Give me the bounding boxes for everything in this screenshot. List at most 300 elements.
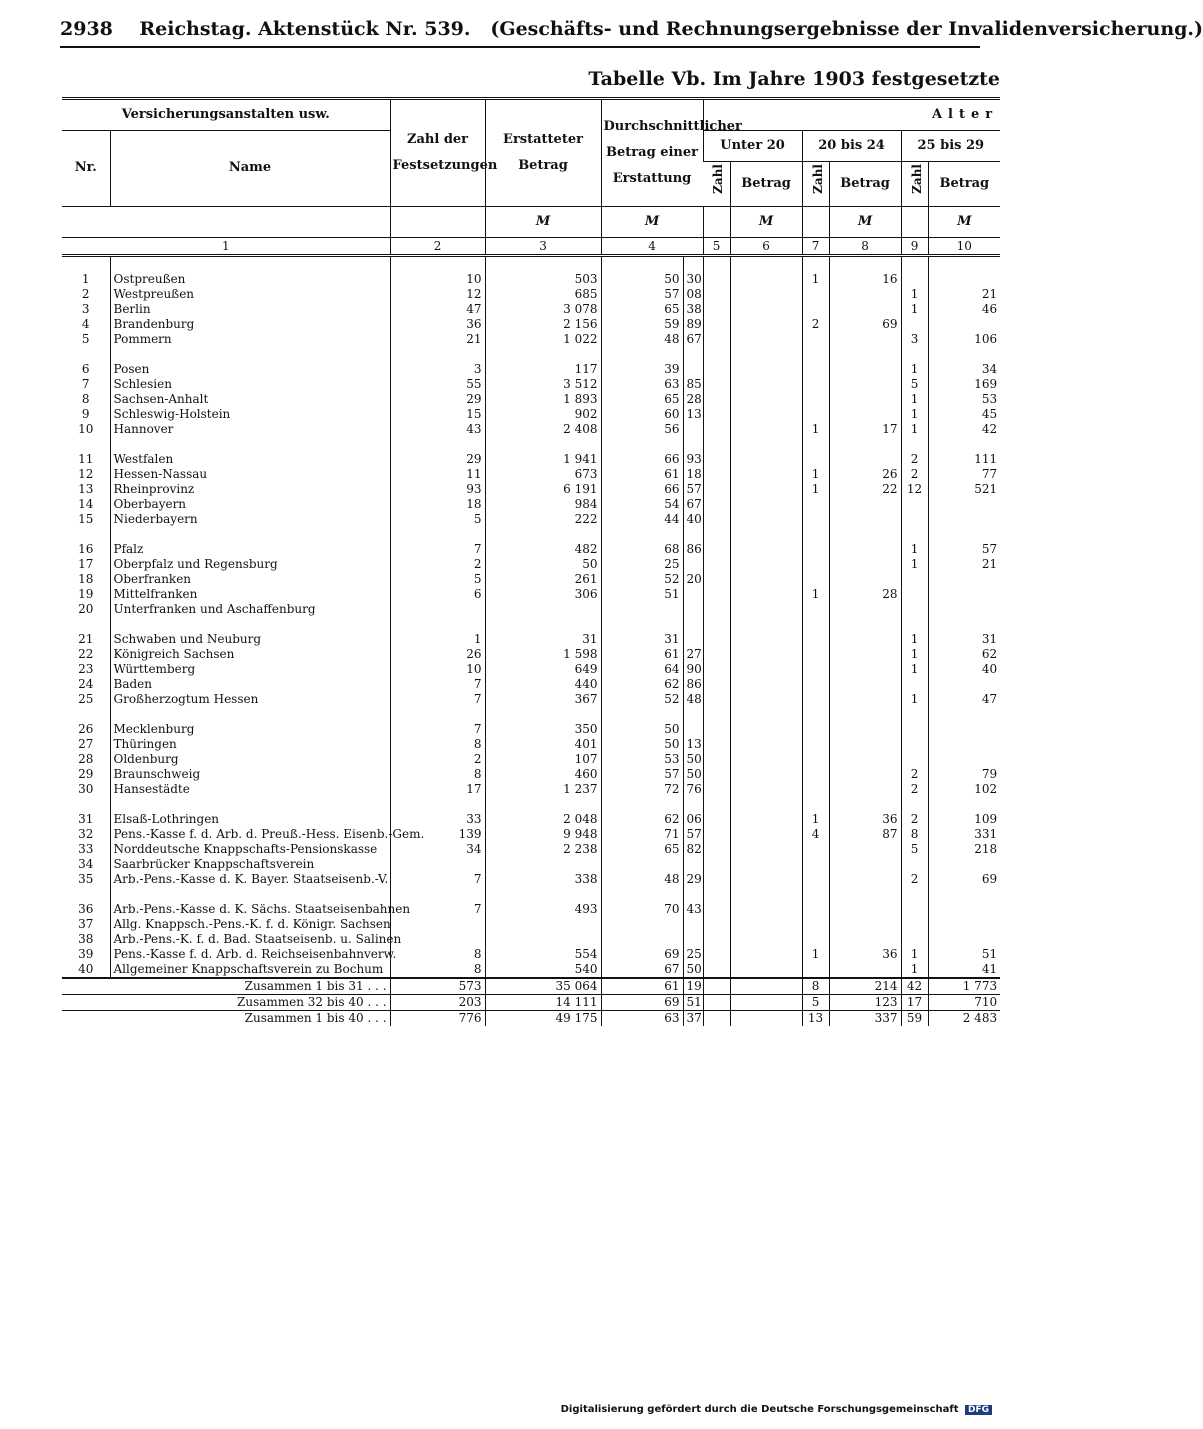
unit-blank <box>62 206 390 237</box>
cell-b8 <box>829 632 901 647</box>
cell-d1: 50 <box>601 722 683 737</box>
table-row <box>62 872 1000 887</box>
spacer-cell <box>62 347 110 362</box>
row-name: Hessen-Nassau <box>110 467 390 482</box>
header-institutions: Versicherungsanstalten usw. <box>62 99 390 131</box>
spacer-cell <box>683 347 703 362</box>
cell-z5 <box>703 332 730 347</box>
cell-z5 <box>703 362 730 377</box>
cell-z7 <box>802 497 829 512</box>
spacer-cell <box>390 887 485 902</box>
unit-z5 <box>703 206 730 237</box>
spacer-cell <box>928 797 1000 812</box>
cell-d1 <box>601 602 683 617</box>
cell-b6 <box>730 362 802 377</box>
spacer-cell <box>802 255 829 272</box>
cell-zahl: 47 <box>390 302 485 317</box>
cell-betrag: 3 078 <box>485 302 601 317</box>
table-row <box>62 422 1000 437</box>
cell-d1: 57 <box>601 767 683 782</box>
spacer-cell <box>62 797 110 812</box>
spacer-cell <box>802 347 829 362</box>
cell-z9: 1 <box>901 557 928 572</box>
cell-b10: 521 <box>928 482 1000 497</box>
cell-b6 <box>730 542 802 557</box>
unit-count <box>390 206 485 237</box>
spacer-cell <box>110 887 390 902</box>
row-number: 40 <box>78 961 94 976</box>
header-zahl-7: Zahl <box>802 162 829 207</box>
document-subject: (Geschäfts- und Rechnungsergebnisse der Invalidenversicherung.) <box>490 18 1203 40</box>
cell-b6 <box>730 272 802 287</box>
cell-b10 <box>928 722 1000 737</box>
row-number: 36 <box>78 901 94 916</box>
spacer-cell <box>390 347 485 362</box>
cell-d1: 62 <box>601 677 683 692</box>
cell-z7 <box>802 602 829 617</box>
row-name: Pfalz <box>110 542 390 557</box>
unit-average: M <box>601 206 703 237</box>
cell-zahl: 55 <box>390 377 485 392</box>
spacer-cell <box>683 887 703 902</box>
total-zahl: 203 <box>390 994 485 1010</box>
cell-d1: 64 <box>601 662 683 677</box>
cell-z9: 12 <box>901 482 928 497</box>
total-z5 <box>703 994 730 1010</box>
unit-b10: M <box>928 206 1000 237</box>
cell-b8 <box>829 542 901 557</box>
cell-betrag: 902 <box>485 407 601 422</box>
cell-betrag: 401 <box>485 737 601 752</box>
table-row <box>62 467 1000 482</box>
total-z9: 59 <box>901 1010 928 1026</box>
cell-z9: 1 <box>901 962 928 978</box>
spacer-cell <box>703 797 730 812</box>
cell-d2: 85 <box>683 377 703 392</box>
cell-zahl: 2 <box>390 557 485 572</box>
spacer-cell <box>62 617 110 632</box>
row-number: 24 <box>78 676 94 691</box>
cell-d2: 82 <box>683 842 703 857</box>
header-rule <box>60 46 980 48</box>
cell-z5 <box>703 857 730 872</box>
cell-z9 <box>901 572 928 587</box>
spacer-cell <box>683 797 703 812</box>
spacer-cell <box>703 707 730 722</box>
cell-d2: 90 <box>683 662 703 677</box>
row-name: Unterfranken und Aschaffenburg <box>110 602 390 617</box>
cell-b10 <box>928 587 1000 602</box>
cell-b8 <box>829 737 901 752</box>
cell-betrag: 350 <box>485 722 601 737</box>
cell-d1: 59 <box>601 317 683 332</box>
cell-b6 <box>730 917 802 932</box>
row-name: Posen <box>110 362 390 377</box>
cell-zahl: 36 <box>390 317 485 332</box>
cell-d2: 27 <box>683 647 703 662</box>
row-number: 37 <box>78 916 94 931</box>
spacer-cell <box>730 437 802 452</box>
table-row <box>62 722 1000 737</box>
spacer-cell <box>703 527 730 542</box>
spacer-cell <box>683 255 703 272</box>
total-betrag: 14 111 <box>485 994 601 1010</box>
cell-zahl: 8 <box>390 767 485 782</box>
table-row <box>62 932 1000 947</box>
cell-b8 <box>829 857 901 872</box>
cell-z5 <box>703 482 730 497</box>
cell-d1: 48 <box>601 332 683 347</box>
spacer-cell <box>601 437 683 452</box>
cell-d2 <box>683 932 703 947</box>
spacer-cell <box>601 707 683 722</box>
cell-d1: 56 <box>601 422 683 437</box>
total-row <box>62 978 1000 995</box>
row-name: Hansestädte <box>110 782 390 797</box>
row-name: Saarbrücker Knappschaftsverein <box>110 857 390 872</box>
cell-z5 <box>703 947 730 962</box>
cell-z7: 1 <box>802 482 829 497</box>
total-z9: 17 <box>901 994 928 1010</box>
cell-z9: 1 <box>901 392 928 407</box>
spacer-cell <box>802 437 829 452</box>
header-under20: Unter 20 <box>703 131 802 162</box>
cell-b6 <box>730 497 802 512</box>
table-row <box>62 497 1000 512</box>
cell-b8: 26 <box>829 467 901 482</box>
cell-zahl <box>390 917 485 932</box>
cell-d1: 63 <box>601 377 683 392</box>
cell-b6 <box>730 677 802 692</box>
cell-betrag: 984 <box>485 497 601 512</box>
cell-d2 <box>683 917 703 932</box>
cell-b6 <box>730 332 802 347</box>
cell-b8 <box>829 602 901 617</box>
total-b10: 2 483 <box>928 1010 1000 1026</box>
cell-b10: 102 <box>928 782 1000 797</box>
table-header <box>62 99 1000 256</box>
spacer-cell <box>829 437 901 452</box>
row-number: 35 <box>78 871 94 886</box>
spacer-cell <box>485 347 601 362</box>
row-name: Rheinprovinz <box>110 482 390 497</box>
row-spacer <box>62 797 1000 812</box>
cell-z5 <box>703 497 730 512</box>
table-row <box>62 737 1000 752</box>
cell-z7 <box>802 917 829 932</box>
cell-z5 <box>703 737 730 752</box>
cell-z5 <box>703 587 730 602</box>
row-name: Braunschweig <box>110 767 390 782</box>
total-betrag: 49 175 <box>485 1010 601 1026</box>
cell-d2: 86 <box>683 542 703 557</box>
column-number: 2 <box>390 237 485 255</box>
spacer-cell <box>485 437 601 452</box>
cell-zahl: 34 <box>390 842 485 857</box>
spacer-cell <box>390 437 485 452</box>
table-row <box>62 572 1000 587</box>
cell-b6 <box>730 422 802 437</box>
cell-b6 <box>730 782 802 797</box>
cell-b6 <box>730 812 802 827</box>
table-row <box>62 947 1000 962</box>
table-body <box>62 255 1000 1026</box>
cell-b6 <box>730 572 802 587</box>
row-number: 1 <box>81 271 90 286</box>
total-b10: 1 773 <box>928 978 1000 995</box>
table-row <box>62 392 1000 407</box>
cell-zahl: 8 <box>390 962 485 978</box>
cell-zahl: 33 <box>390 812 485 827</box>
table-row <box>62 407 1000 422</box>
cell-b8 <box>829 362 901 377</box>
spacer-cell <box>901 797 928 812</box>
cell-zahl: 7 <box>390 872 485 887</box>
spacer-cell <box>928 887 1000 902</box>
cell-z7 <box>802 362 829 377</box>
cell-b6 <box>730 947 802 962</box>
cell-d2: 28 <box>683 392 703 407</box>
header-average: Durchschnittlicher Betrag einer Erstattung <box>601 99 703 207</box>
cell-b10: 111 <box>928 452 1000 467</box>
cell-d1 <box>601 932 683 947</box>
cell-betrag: 117 <box>485 362 601 377</box>
cell-z5 <box>703 962 730 978</box>
cell-b6 <box>730 752 802 767</box>
cell-d1: 31 <box>601 632 683 647</box>
table-row <box>62 647 1000 662</box>
cell-d1: 67 <box>601 962 683 978</box>
total-z9: 42 <box>901 978 928 995</box>
row-name: Sachsen-Anhalt <box>110 392 390 407</box>
cell-betrag: 540 <box>485 962 601 978</box>
cell-b10 <box>928 272 1000 287</box>
row-number: 15 <box>78 511 94 526</box>
cell-b10: 45 <box>928 407 1000 422</box>
cell-z7 <box>802 542 829 557</box>
table-row <box>62 287 1000 302</box>
cell-zahl: 7 <box>390 902 485 917</box>
cell-z7 <box>802 662 829 677</box>
row-name: Oberpfalz und Regensburg <box>110 557 390 572</box>
header-betrag-8: Betrag <box>829 162 901 207</box>
column-number: 9 <box>901 237 928 255</box>
cell-d1: 50 <box>601 272 683 287</box>
cell-z7: 4 <box>802 827 829 842</box>
column-number: 1 <box>62 237 390 255</box>
cell-z5 <box>703 542 730 557</box>
table-row <box>62 272 1000 287</box>
cell-b8 <box>829 782 901 797</box>
cell-d2: 50 <box>683 752 703 767</box>
cell-d1: 48 <box>601 872 683 887</box>
cell-z5 <box>703 392 730 407</box>
spacer-cell <box>62 255 110 272</box>
row-name: Berlin <box>110 302 390 317</box>
cell-betrag: 649 <box>485 662 601 677</box>
spacer-cell <box>829 797 901 812</box>
cell-betrag: 685 <box>485 287 601 302</box>
cell-b10: 31 <box>928 632 1000 647</box>
dfg-logo: DFG <box>965 1405 992 1415</box>
table-row <box>62 482 1000 497</box>
row-number: 25 <box>78 691 94 706</box>
cell-zahl <box>390 602 485 617</box>
row-number: 28 <box>78 751 94 766</box>
cell-b10 <box>928 317 1000 332</box>
cell-b8: 36 <box>829 947 901 962</box>
cell-d2 <box>683 557 703 572</box>
cell-betrag: 1 598 <box>485 647 601 662</box>
cell-d1: 50 <box>601 737 683 752</box>
cell-z9: 1 <box>901 947 928 962</box>
cell-z5 <box>703 872 730 887</box>
spacer-cell <box>928 527 1000 542</box>
cell-betrag: 493 <box>485 902 601 917</box>
row-name: Norddeutsche Knappschafts-Pensionskasse <box>110 842 390 857</box>
cell-b8 <box>829 302 901 317</box>
spacer-cell <box>901 255 928 272</box>
cell-betrag: 2 156 <box>485 317 601 332</box>
spacer-cell <box>683 527 703 542</box>
cell-b10: 331 <box>928 827 1000 842</box>
cell-b8 <box>829 842 901 857</box>
spacer-cell <box>730 347 802 362</box>
cell-b6 <box>730 317 802 332</box>
header-age20-24: 20 bis 24 <box>802 131 901 162</box>
row-number: 27 <box>78 736 94 751</box>
cell-z5 <box>703 317 730 332</box>
total-b8: 337 <box>829 1010 901 1026</box>
row-number: 12 <box>78 466 94 481</box>
cell-d1: 54 <box>601 497 683 512</box>
cell-z7 <box>802 902 829 917</box>
cell-z7: 2 <box>802 317 829 332</box>
cell-b8 <box>829 917 901 932</box>
spacer-cell <box>485 887 601 902</box>
table-row <box>62 512 1000 527</box>
cell-b6 <box>730 842 802 857</box>
cell-b10 <box>928 677 1000 692</box>
cell-z9: 1 <box>901 302 928 317</box>
cell-z7 <box>802 737 829 752</box>
table-row <box>62 902 1000 917</box>
row-name: Schwaben und Neuburg <box>110 632 390 647</box>
table-row <box>62 542 1000 557</box>
total-z7: 5 <box>802 994 829 1010</box>
cell-b6 <box>730 602 802 617</box>
row-name: Hannover <box>110 422 390 437</box>
row-name: Allg. Knappsch.-Pens.-K. f. d. Königr. Sachsen <box>110 917 390 932</box>
cell-b6 <box>730 722 802 737</box>
header-betrag-6: Betrag <box>730 162 802 207</box>
spacer-cell <box>730 707 802 722</box>
cell-z9: 1 <box>901 407 928 422</box>
cell-d1: 51 <box>601 587 683 602</box>
page-header <box>60 18 1203 40</box>
cell-b8 <box>829 662 901 677</box>
total-d1: 61 <box>601 978 683 995</box>
row-name: Mittelfranken <box>110 587 390 602</box>
cell-z7 <box>802 767 829 782</box>
cell-zahl: 3 <box>390 362 485 377</box>
cell-z7 <box>802 332 829 347</box>
cell-z9: 1 <box>901 542 928 557</box>
spacer-cell <box>110 707 390 722</box>
spacer-cell <box>390 527 485 542</box>
source-reference: Reichstag. Aktenstück Nr. 539. <box>139 18 471 40</box>
cell-d1: 52 <box>601 692 683 707</box>
cell-z5 <box>703 752 730 767</box>
cell-d1: 65 <box>601 302 683 317</box>
cell-d2 <box>683 587 703 602</box>
cell-d2 <box>683 602 703 617</box>
cell-d2: 86 <box>683 677 703 692</box>
spacer-cell <box>703 887 730 902</box>
cell-betrag: 261 <box>485 572 601 587</box>
cell-b6 <box>730 932 802 947</box>
row-spacer <box>62 887 1000 902</box>
spacer-cell <box>110 255 390 272</box>
cell-z7 <box>802 407 829 422</box>
cell-z7: 1 <box>802 467 829 482</box>
cell-d2 <box>683 722 703 737</box>
cell-z9: 3 <box>901 332 928 347</box>
cell-b10: 21 <box>928 557 1000 572</box>
cell-z7: 1 <box>802 587 829 602</box>
cell-b10: 218 <box>928 842 1000 857</box>
cell-zahl: 12 <box>390 287 485 302</box>
cell-z7 <box>802 452 829 467</box>
column-number: 10 <box>928 237 1000 255</box>
row-spacer <box>62 527 1000 542</box>
cell-z5 <box>703 917 730 932</box>
spacer-cell <box>928 437 1000 452</box>
cell-b6 <box>730 557 802 572</box>
cell-b10: 42 <box>928 422 1000 437</box>
page-number: 2938 <box>60 18 113 40</box>
spacer-cell <box>110 797 390 812</box>
row-number: 33 <box>78 841 94 856</box>
table-row <box>62 362 1000 377</box>
cell-d1: 60 <box>601 407 683 422</box>
cell-z7 <box>802 692 829 707</box>
row-number: 5 <box>81 331 90 346</box>
row-name: Thüringen <box>110 737 390 752</box>
cell-d2 <box>683 422 703 437</box>
cell-z9: 2 <box>901 467 928 482</box>
cell-z9: 1 <box>901 692 928 707</box>
cell-b10 <box>928 602 1000 617</box>
column-number: 4 <box>601 237 703 255</box>
cell-betrag: 31 <box>485 632 601 647</box>
cell-b10 <box>928 752 1000 767</box>
table-row <box>62 632 1000 647</box>
header-betrag-10: Betrag <box>928 162 1000 207</box>
cell-b6 <box>730 872 802 887</box>
row-number: 26 <box>78 721 94 736</box>
table-row <box>62 962 1000 978</box>
cell-d2: 43 <box>683 902 703 917</box>
row-number: 23 <box>78 661 94 676</box>
cell-d2: 67 <box>683 497 703 512</box>
cell-b10 <box>928 932 1000 947</box>
spacer-cell <box>110 527 390 542</box>
cell-z5 <box>703 827 730 842</box>
cell-z7 <box>802 647 829 662</box>
cell-b8 <box>829 647 901 662</box>
cell-zahl: 11 <box>390 467 485 482</box>
